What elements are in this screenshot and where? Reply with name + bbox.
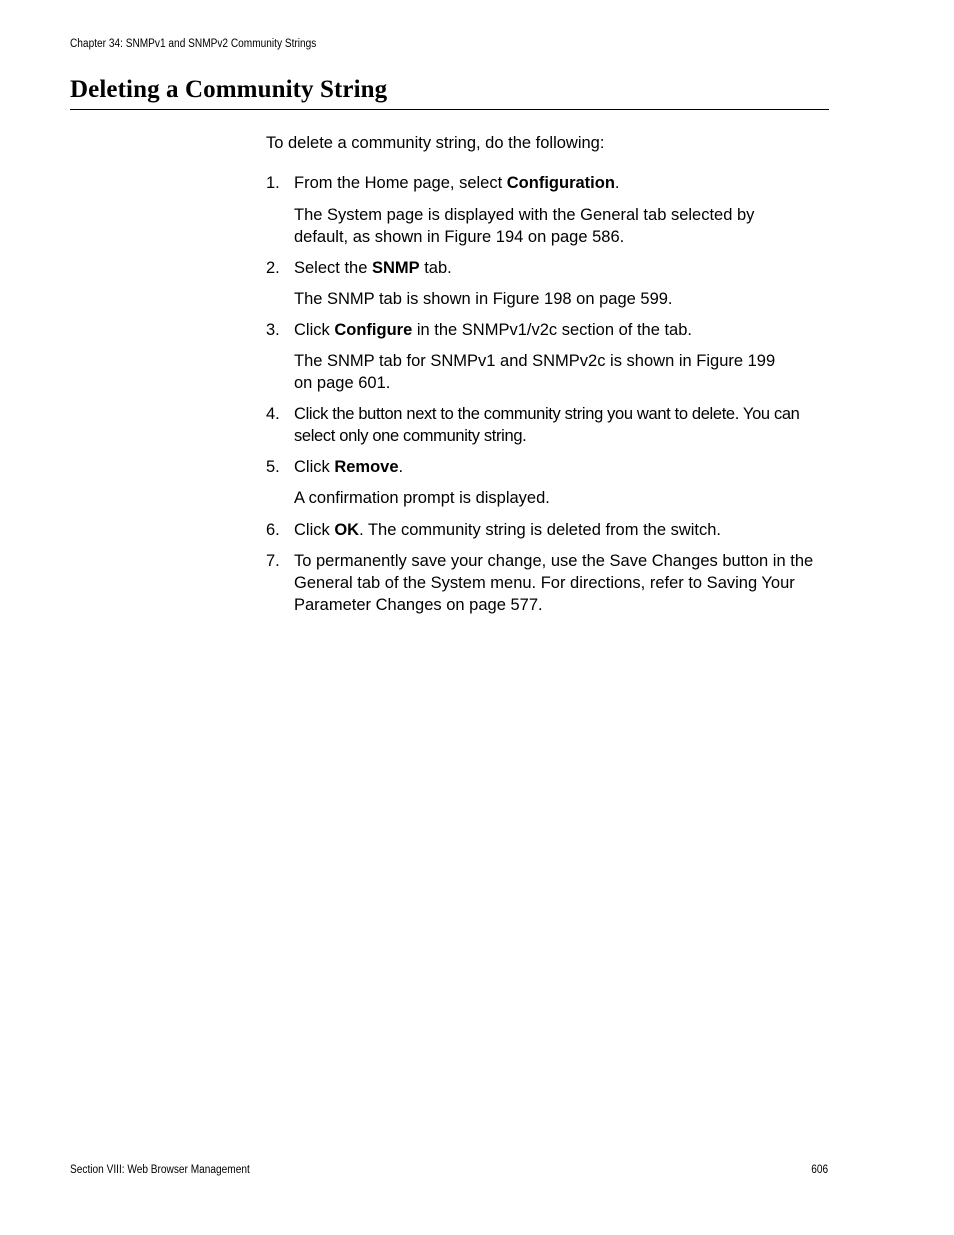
ui-term: SNMP [371, 259, 420, 277]
page-number: 606 [811, 1164, 828, 1176]
ui-term: OK [334, 521, 360, 539]
step-text: From the Home page, select Configuration. [294, 174, 620, 192]
step-number: 3. [266, 321, 280, 339]
step-text: Select the SNMP tab. [294, 259, 452, 277]
ui-term: Configuration [506, 174, 615, 192]
footer-section: Section VIII: Web Browser Management [70, 1164, 250, 1176]
ui-term: Configure [334, 321, 413, 339]
step-text: Click OK. The community string is deleted from the switch. [294, 521, 722, 539]
running-header: Chapter 34: SNMPv1 and SNMPv2 Community Strings [70, 38, 317, 50]
step-1-note: The System page is displayed with the General tab selected by default, as shown in Figure 194 on page 586. [294, 206, 755, 246]
step-number: 1. [266, 174, 280, 192]
step-text: Click Configure in the SNMPv1/v2c section of the tab. [294, 321, 692, 339]
intro-text: To delete a community string, do the following: [266, 134, 605, 152]
title-rule [70, 109, 829, 110]
step-3-note: The SNMP tab for SNMPv1 and SNMPv2c is shown in Figure 199 on page 601. [294, 352, 776, 392]
step-number: 6. [266, 521, 280, 539]
step-number: 2. [266, 259, 280, 277]
step-number: 4. [266, 405, 280, 423]
step-text: To permanently save your change, use the Save Changes button in the General tab of the System menu. For directions, refer to Saving Your Parameter Changes on page 577. [294, 552, 814, 614]
step-number: 5. [266, 458, 280, 476]
step-5-note: A confirmation prompt is displayed. [294, 489, 550, 507]
step-text: Click the button next to the community string you want to delete. You can select only one community string. [294, 405, 800, 445]
section-title: Deleting a Community String [70, 76, 388, 103]
step-text: Click Remove. [294, 458, 404, 476]
ui-term: Remove [334, 458, 399, 476]
step-number: 7. [266, 552, 280, 570]
step-2-note: The SNMP tab is shown in Figure 198 on page 599. [294, 290, 673, 308]
